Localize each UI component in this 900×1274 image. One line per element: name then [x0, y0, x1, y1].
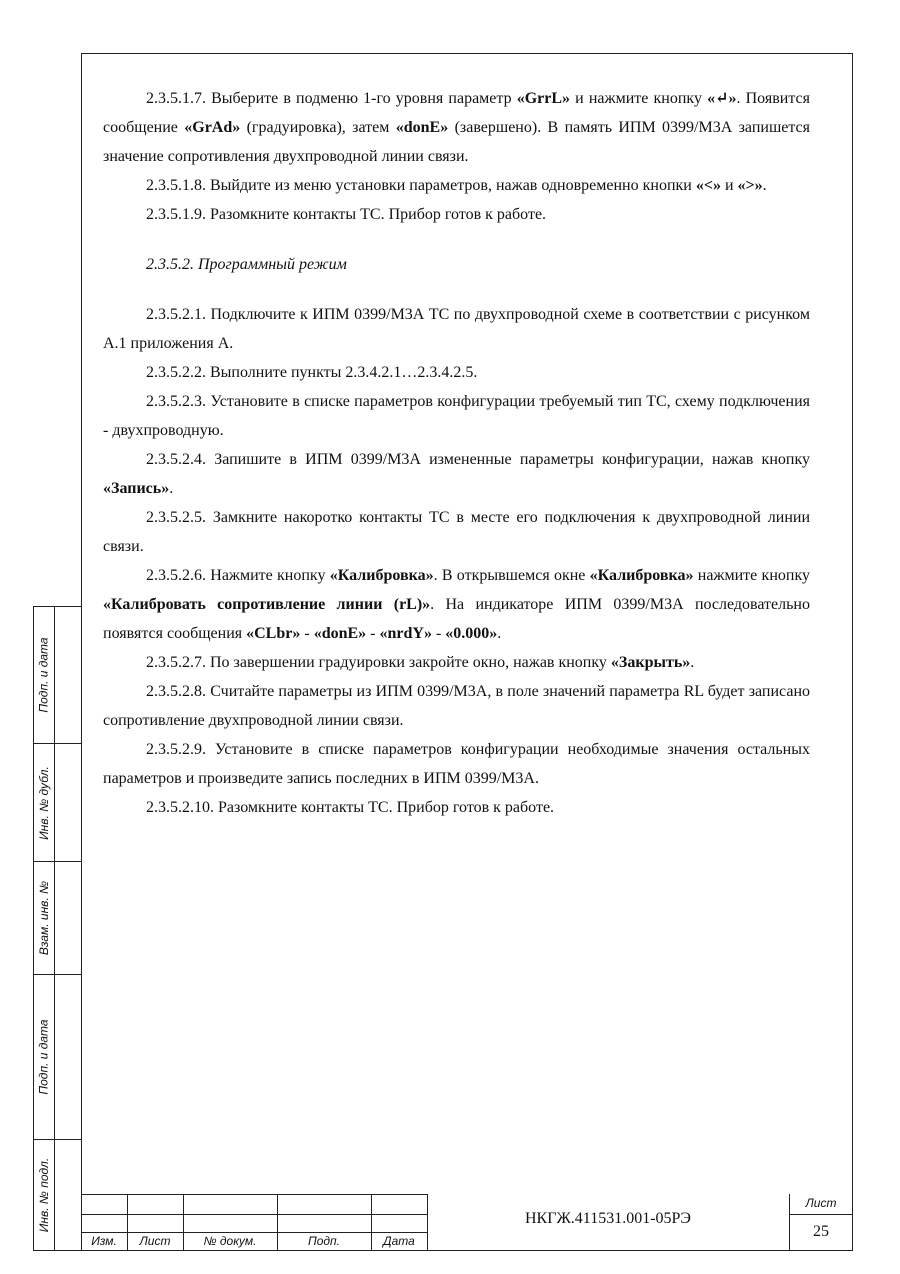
side-label-podp-data-2: Подп. и дата	[37, 1019, 51, 1095]
spacer	[103, 229, 810, 250]
paragraph	[103, 561, 810, 648]
bold-term: «Калибровать сопротивление линии (rL)»	[103, 596, 431, 613]
text-run: 2.3.5.2.7. По завершении градуировки закройте окно, нажав кнопку	[146, 654, 611, 671]
bold-term: «0.000»	[445, 625, 498, 642]
text-run: 2.3.5.2.4. Запишите в ИПМ 0399/М3А измененные параметры конфигурации, нажав кнопку	[146, 451, 810, 468]
text-run: (градуировка), затем	[240, 119, 396, 136]
paragraph	[103, 677, 810, 735]
bold-term: «GrAd»	[184, 119, 241, 136]
bold-term: «↵»	[707, 90, 737, 107]
paragraph	[103, 300, 810, 358]
text-run: 2.3.5.1.7. Выберите в подменю 1-го уровня параметр	[146, 90, 517, 107]
paragraph	[103, 358, 810, 387]
title-block-data: Дата	[383, 1234, 415, 1248]
sheet-label: Лист	[805, 1196, 837, 1210]
spacer	[103, 279, 810, 300]
paragraph	[103, 200, 810, 229]
side-label-inv-dubl: Инв. № дубл.	[37, 765, 51, 840]
bold-term: «<»	[695, 177, 721, 194]
section-heading	[103, 250, 810, 279]
document-body	[103, 84, 810, 822]
bold-term: «Закрыть»	[610, 654, 691, 671]
text-run: 2.3.5.2.8. Считайте параметры из ИПМ 0399/М3А, в поле значений параметра RL будет записано сопротивление двухпроводной линии связи.	[103, 683, 810, 729]
title-block	[81, 1194, 853, 1251]
text-run: .	[169, 480, 174, 497]
paragraph	[103, 648, 810, 677]
bold-term: «Калибровка»	[329, 567, 434, 584]
bold-term: «>»	[737, 177, 763, 194]
bold-term: «donE»	[313, 625, 367, 642]
side-stamp	[33, 606, 81, 1251]
paragraph	[103, 793, 810, 822]
text-run: . На индикаторе ИПМ 0399/М3А последовательно появятся сообщения	[103, 596, 810, 642]
title-block-dokum: № докум.	[203, 1234, 257, 1248]
title-block-izm: Изм.	[91, 1234, 117, 1248]
text-run: 2.3.5.2.6. Нажмите кнопку	[146, 567, 330, 584]
side-label-inv-podl: Инв. № подл.	[37, 1157, 51, 1233]
text-run: . Появится сообщение	[103, 90, 811, 136]
text-run: 2.3.5.2.1. Подключите к ИПМ 0399/М3А ТС по двухпроводной схеме в соответствии с рисунком А.1 приложения А.	[103, 306, 810, 352]
bold-term: «donE»	[395, 119, 449, 136]
text-run: 2.3.5.2.10. Разомкните контакты ТС. Прибор готов к работе.	[146, 799, 555, 816]
bold-term: «Запись»	[103, 480, 170, 497]
text-run: (завершено). В память ИПМ 0399/М3А запишется значение сопротивления двухпроводной линии связи.	[103, 119, 811, 165]
text-run: и	[720, 177, 738, 194]
paragraph	[103, 445, 810, 503]
text-run: и нажмите кнопку	[570, 90, 708, 107]
text-run: 2.3.5.2.2. Выполните пункты 2.3.4.2.1…2.3.4.2.5.	[146, 364, 478, 381]
text-run: -	[366, 625, 380, 642]
text-run: 2.3.5.2.5. Замкните накоротко контакты ТС в месте его подключения к двухпроводной линии связи.	[103, 509, 810, 555]
text-run: 2.3.5.1.9. Разомкните контакты ТС. Прибор готов к работе.	[146, 206, 547, 223]
document-number: НКГЖ.411531.001-05РЭ	[524, 1210, 691, 1227]
text-run: -	[431, 625, 446, 642]
text-run: нажмите кнопку	[693, 567, 810, 584]
page-number: 25	[813, 1223, 829, 1240]
text-run: 2.3.5.2. Программный режим	[146, 256, 347, 273]
side-label-vzam-inv: Взам. инв. №	[37, 880, 52, 956]
side-cell-inv-dubl	[34, 744, 81, 862]
paragraph	[103, 735, 810, 793]
title-block-podp: Подп.	[308, 1234, 340, 1248]
side-cell-podp-data-2	[34, 975, 81, 1140]
paragraph	[103, 171, 810, 200]
text-run: .	[497, 625, 502, 642]
paragraph	[103, 387, 810, 445]
side-label-podp-data-1: Подп. и дата	[37, 637, 51, 713]
bold-term: «nrdY»	[379, 625, 432, 642]
title-block-list: Лист	[139, 1234, 171, 1248]
text-run: 2.3.5.1.8. Выйдите из меню установки параметров, нажав одновременно кнопки	[146, 177, 696, 194]
paragraph	[103, 503, 810, 561]
side-cell-podp-data-1	[34, 607, 81, 744]
side-cell-vzam-inv	[34, 862, 81, 975]
text-run: .	[762, 177, 767, 194]
bold-term: «CLbr»	[246, 625, 301, 642]
text-run: 2.3.5.2.3. Установите в списке параметров конфигурации требуемый тип ТС, схему подключения - двухпроводную.	[103, 393, 810, 439]
text-run: .	[690, 654, 695, 671]
side-cell-inv-podl	[34, 1140, 81, 1250]
bold-term: «Калибровка»	[589, 567, 694, 584]
bold-term: «GrrL»	[516, 90, 571, 107]
text-run: . В открывшемся окне	[433, 567, 590, 584]
text-run: -	[300, 625, 314, 642]
text-run: 2.3.5.2.9. Установите в списке параметров конфигурации необходимые значения остальных параметров и произведите запись последних в ИПМ 0399/М3А.	[103, 741, 810, 787]
paragraph	[103, 84, 810, 171]
